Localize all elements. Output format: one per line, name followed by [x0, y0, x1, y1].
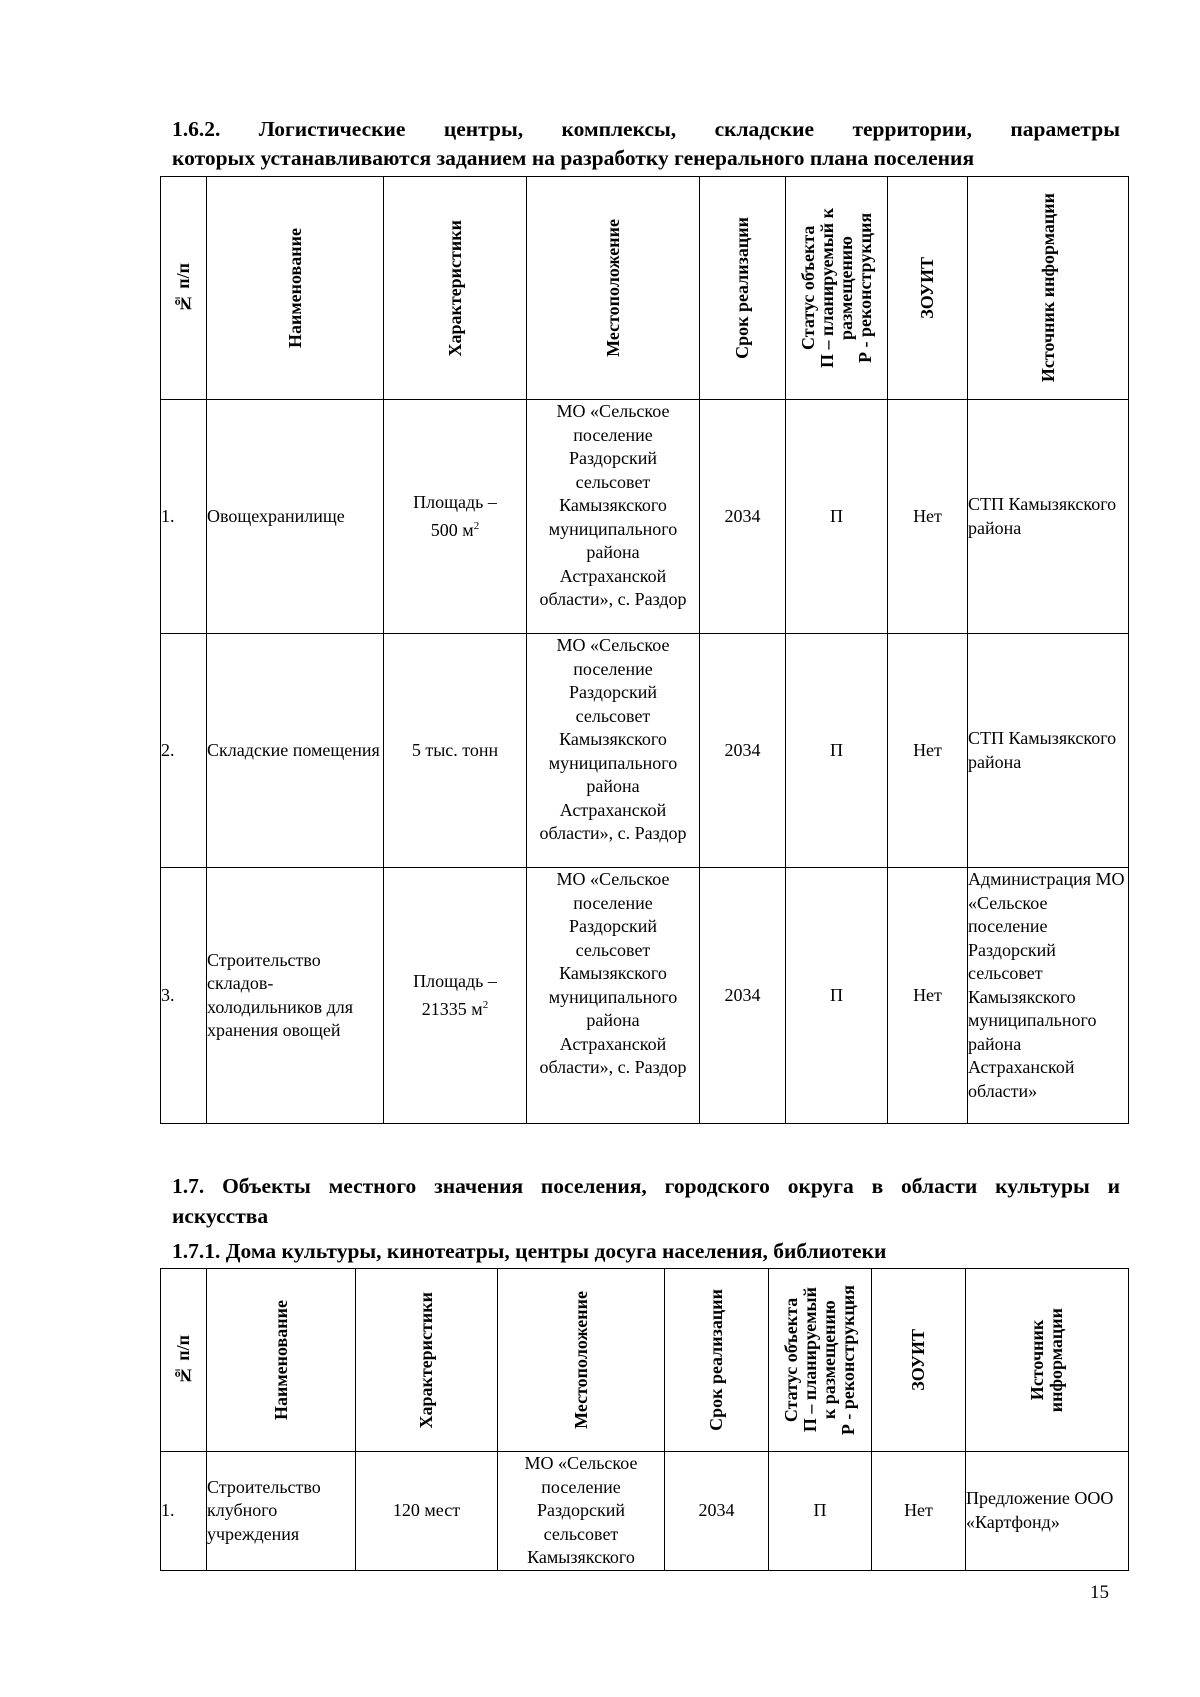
- section-17-heading-line1: 1.7. Объекты местного значения поселения, городского округа в области культуры и: [172, 1174, 1120, 1198]
- zouit-cell: Нет: [888, 400, 968, 634]
- location-cell: [527, 400, 700, 634]
- header-label: Срок реализации: [706, 1289, 726, 1431]
- location-text: МО «Сельское поселение Раздорский сельсовет Камызякского муниципального района Астраханской области», с. Раздор: [539, 869, 687, 1077]
- table-row: [161, 634, 1129, 868]
- header-cell: [966, 1269, 1129, 1452]
- source-cell: СТП Камызякского района: [968, 400, 1129, 634]
- header-label: Характеристики: [416, 1291, 436, 1429]
- header-cell: [207, 177, 384, 400]
- header-cell: [207, 1269, 356, 1452]
- header-cell: [527, 177, 700, 400]
- source-cell: СТП Камызякского района: [968, 634, 1129, 868]
- characteristics-cell: [384, 400, 527, 634]
- characteristics-text: Площадь –: [413, 492, 497, 512]
- header-label: Статус объекта П – планируемый к размещению Р - реконструкция: [781, 1284, 858, 1436]
- location-cell: [498, 1452, 665, 1571]
- term-cell: 2034: [665, 1452, 769, 1571]
- source-cell: Администрация МО «Сельское поселение Раздорский сельсовет Камызякского муниципального района Астраханской области»: [968, 868, 1129, 1124]
- characteristics-value: 21335 м: [421, 998, 483, 1019]
- section-162-heading-line1: 1.6.2. Логистические центры, комплексы, складские территории, параметры: [172, 117, 1120, 141]
- object-name: Строительство клубного учреждения: [207, 1452, 356, 1571]
- header-cell: [498, 1269, 665, 1452]
- characteristics-cell: [384, 634, 527, 868]
- characteristics-value: 500 м: [430, 519, 474, 540]
- header-cell: [161, 1269, 207, 1452]
- superscript: 2: [482, 998, 489, 1011]
- term-cell: 2034: [700, 400, 786, 634]
- table-row: [161, 400, 1129, 634]
- term-cell: 2034: [700, 634, 786, 868]
- header-label: Срок реализации: [732, 217, 752, 359]
- row-number: 2.: [161, 634, 207, 868]
- header-label: Наименование: [270, 1300, 291, 1420]
- header-cell: [384, 177, 527, 400]
- header-label: Источник информации: [1027, 1307, 1066, 1413]
- header-cell: [356, 1269, 498, 1452]
- zouit-cell: Нет: [888, 634, 968, 868]
- culture-table-header-row: [161, 1269, 1129, 1452]
- header-label: Местоположение: [602, 219, 623, 357]
- term-cell: 2034: [700, 868, 786, 1124]
- section-171-heading: 1.7.1. Дома культуры, кинотеатры, центры досуга населения, библиотеки: [172, 1239, 887, 1263]
- characteristics-cell: [356, 1452, 498, 1571]
- section-162-heading-line2: которых устанавливаются заданием на разработку генерального плана поселения: [172, 146, 975, 170]
- source-cell: Предложение ООО «Картфонд»: [966, 1452, 1129, 1571]
- location-cell: [527, 634, 700, 868]
- culture-table: [160, 1268, 1129, 1571]
- section-17-heading-line2: искусства: [172, 1204, 269, 1228]
- object-name: Овощехранилище: [207, 400, 384, 634]
- header-cell: [786, 177, 888, 400]
- superscript: 2: [473, 519, 480, 532]
- header-label: Наименование: [284, 228, 305, 348]
- location-text: МО «Сельское поселение Раздорский сельсовет Камызякского муниципального района Астраханской области», с. Раздор: [539, 401, 687, 609]
- header-cell: [888, 177, 968, 400]
- status-cell: П: [786, 868, 888, 1124]
- table-row: [161, 1452, 1129, 1571]
- location-text: МО «Сельское поселение Раздорский сельсовет Камызякского: [524, 1453, 638, 1567]
- header-label: ЗОУИТ: [908, 1329, 928, 1391]
- header-cell: [665, 1269, 769, 1452]
- object-name: Складские помещения: [207, 634, 384, 868]
- row-number: 1.: [161, 1452, 207, 1571]
- header-label: № п/п: [173, 262, 193, 314]
- header-label: ЗОУИТ: [917, 257, 937, 319]
- characteristics-cell: [384, 868, 527, 1124]
- header-label: № п/п: [173, 1334, 193, 1386]
- table-row: [161, 868, 1129, 1124]
- header-label: Местоположение: [570, 1291, 591, 1429]
- header-label: Источник информации: [1037, 193, 1058, 383]
- zouit-cell: Нет: [888, 868, 968, 1124]
- row-number: 3.: [161, 868, 207, 1124]
- header-label: Статус объекта П – планируемый к размещению Р - реконструкция: [797, 208, 875, 368]
- page-number: 15: [1090, 1582, 1109, 1603]
- characteristics-text: 5 тыс. тонн: [411, 739, 499, 760]
- location-cell: [527, 868, 700, 1124]
- logistics-table-header-row: [161, 177, 1129, 400]
- status-cell: П: [769, 1452, 872, 1571]
- header-cell: [700, 177, 786, 400]
- header-cell: [968, 177, 1129, 400]
- header-cell: [872, 1269, 966, 1452]
- object-name: Строительство складов-холодильников для хранения овощей: [207, 868, 384, 1124]
- zouit-cell: Нет: [872, 1452, 966, 1571]
- status-cell: П: [786, 400, 888, 634]
- characteristics-text: 120 мест: [392, 1500, 461, 1520]
- header-label: Характеристики: [444, 219, 465, 357]
- row-number: 1.: [161, 400, 207, 634]
- header-cell: [161, 177, 207, 400]
- characteristics-text: Площадь –: [413, 971, 497, 991]
- status-cell: П: [786, 634, 888, 868]
- logistics-table: [160, 176, 1129, 1124]
- location-text: МО «Сельское поселение Раздорский сельсовет Камызякского муниципального района Астраханской области», с. Раздор: [539, 635, 687, 843]
- header-cell: [769, 1269, 872, 1452]
